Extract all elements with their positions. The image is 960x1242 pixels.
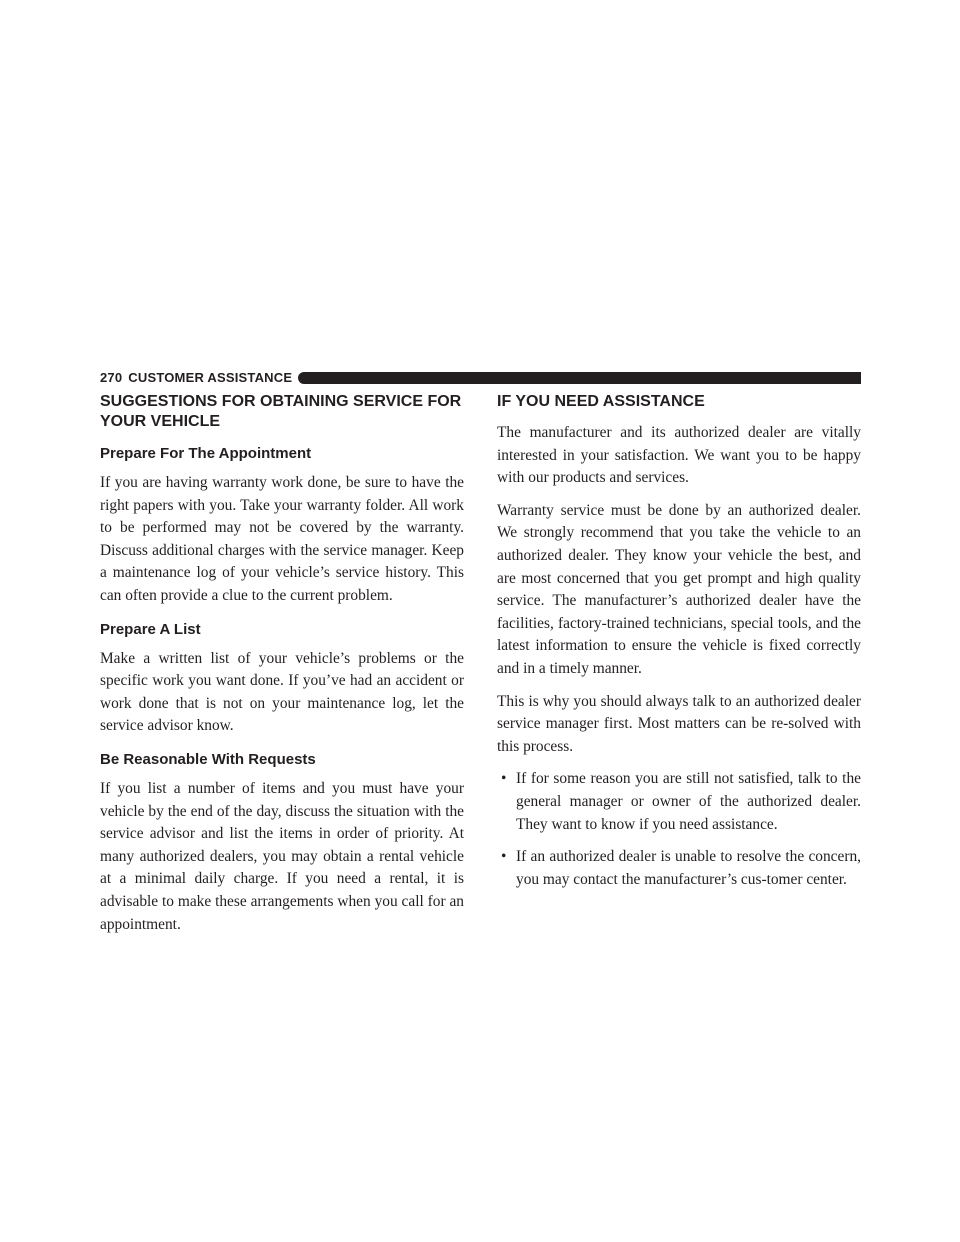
list-item-text: If an authorized dealer is unable to resolve the concern, you may contact the manufacturer’s cus-tomer center. (516, 848, 861, 888)
section-title-assistance: IF YOU NEED ASSISTANCE (497, 393, 705, 410)
bullet-icon: • (501, 770, 507, 788)
paragraph-assistance-intro: The manufacturer and its authorized dealer are vitally interested in your satisfaction. We want you to be happy with our products and services. (497, 424, 861, 487)
right-column (497, 392, 861, 901)
subheading-prepare-list: Prepare A List (100, 620, 201, 638)
bullet-icon: • (501, 848, 507, 866)
assistance-bullet-list (497, 768, 861, 891)
subheading-be-reasonable: Be Reasonable With Requests (100, 750, 316, 768)
page-number: 270 (100, 370, 123, 385)
header-rule (298, 372, 861, 384)
list-item (497, 768, 861, 836)
list-item-text: If for some reason you are still not satisfied, talk to the general manager or owner of the authorized dealer. They want to know if you need assistance. (516, 770, 861, 833)
section-name: CUSTOMER ASSISTANCE (128, 370, 293, 385)
subheading-prepare-appointment: Prepare For The Appointment (100, 445, 312, 462)
left-column (100, 392, 464, 946)
section-title-suggestions: SUGGESTIONS FOR OBTAINING SERVICE FOR YOUR VEHICLE (100, 393, 462, 430)
paragraph-prepare-appointment: If you are having warranty work done, be sure to have the right papers with you. Take your warranty folder. All work to be performed may not be covered by the warranty. Discuss additional charges with the service manager. Keep a maintenance log of your vehicle’s service history. This can often provide a clue to the current problem. (100, 474, 464, 604)
paragraph-be-reasonable: If you list a number of items and you must have your vehicle by the end of the day, discuss the situation with the service advisor and list the items in order of priority. At many authorized dealers, you may obtain a rental vehicle at a minimal daily charge. If you need a rental, it is advisable to make these arrangements when you call for an appointment. (100, 779, 464, 933)
list-item (497, 846, 861, 891)
paragraph-service-manager: This is why you should always talk to an authorized dealer service manager first. Most matters can be re-solved with this process. (497, 692, 861, 755)
paragraph-warranty-service: Warranty service must be done by an authorized dealer. We strongly recommend that you take the vehicle to an authorized dealer. They know your vehicle the best, and are most concerned that you get prompt and high quality service. The manufacturer’s authorized dealer have the facilities, factory-trained technicians, special tools, and the latest information to ensure the vehicle is fixed correctly and in a timely manner. (497, 501, 861, 677)
paragraph-prepare-list: Make a written list of your vehicle’s problems or the specific work you want done. If you’ve had an accident or work done that is not on your maintenance log, let the service advisor know. (100, 649, 464, 735)
page-header (100, 369, 861, 386)
